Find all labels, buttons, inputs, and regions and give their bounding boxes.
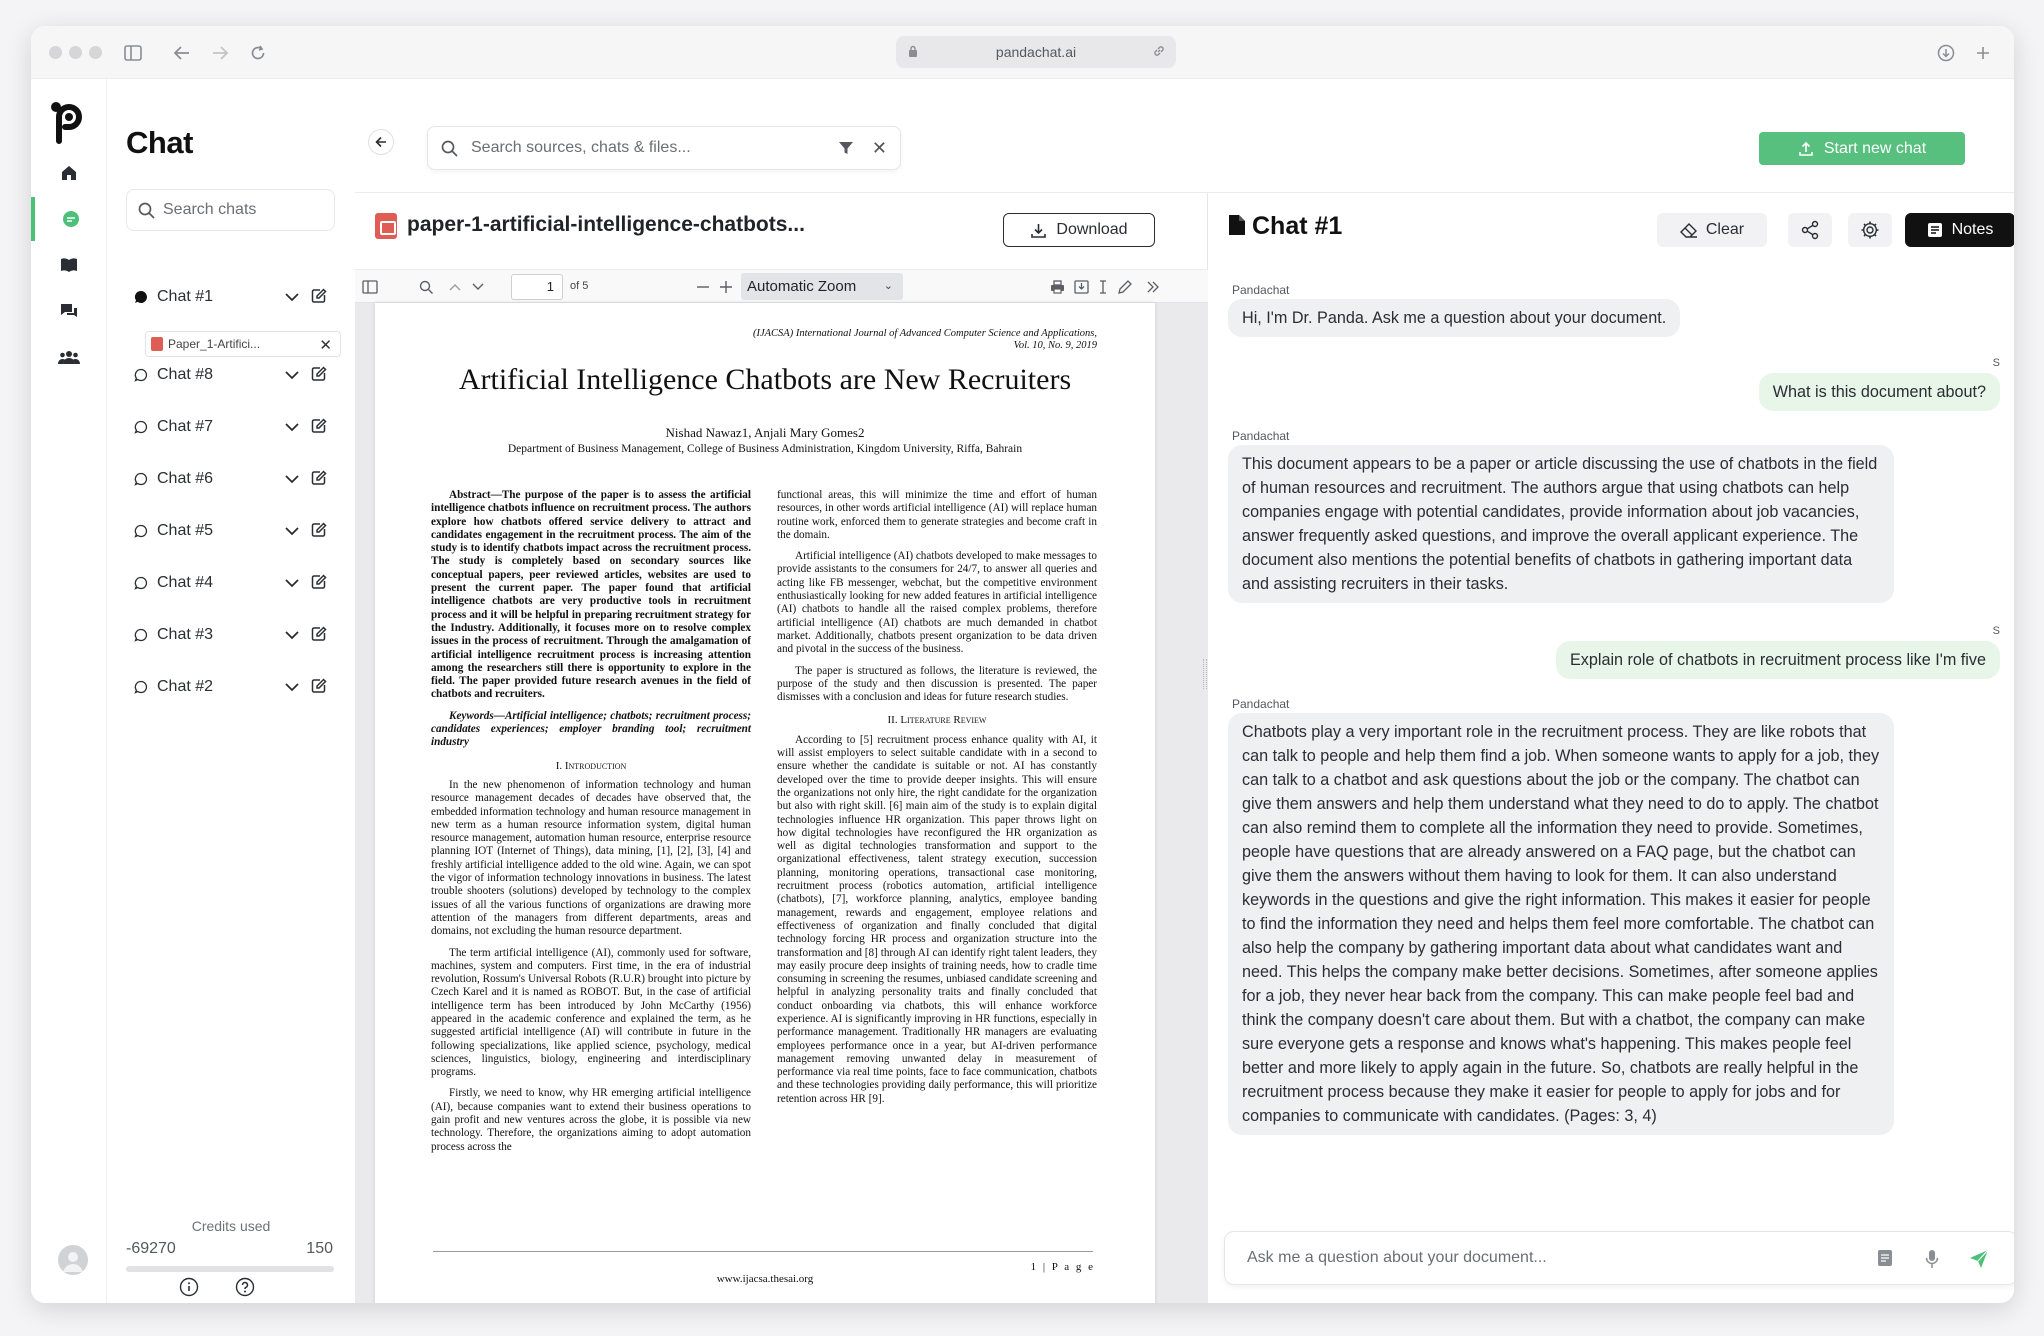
reload-icon[interactable] [244,39,272,67]
user-message: Explain role of chatbots in recruitment process like I'm five [1556,641,2000,679]
edit-icon[interactable] [311,366,327,387]
info-icon[interactable] [176,1274,202,1300]
pdf-file-icon [151,337,163,351]
pdf-viewer-panel [355,193,1208,1303]
chat-message-input[interactable] [1224,1231,2014,1285]
pdf-toolbar [355,269,1208,303]
pdf-literature-heading: II. Literature Review [887,714,987,727]
address-url: pandachat.ai [995,44,1077,60]
edit-icon[interactable] [311,678,327,699]
pdf-filename: paper-1-artificial-intelligence-chatbots... [407,213,805,236]
pdf-page-number: 1 | P a g e [1030,1261,1095,1273]
gear-icon [1860,220,1880,240]
window-zoom-dot[interactable] [89,46,102,59]
new-tab-plus-icon[interactable] [1969,39,1997,67]
chevron-down-icon: ⌄ [883,280,893,292]
app-icon-rail [31,79,107,1303]
lock-icon [908,45,918,58]
chat-list-item-label: Chat #3 [157,626,214,643]
zoom-in-icon[interactable] [716,277,736,297]
pdf-left-column [431,489,751,1154]
message-sender: Pandachat [1232,283,1290,297]
help-question-icon[interactable] [232,1274,258,1300]
chat-bubble-icon [134,680,149,694]
pdf-right-paragraph-4: According to [5] recruitment process enhance quality with AI, it will assist employers to select suitable candidate with in a second to ensure whether the candidate is suitable or not. AI has constantly developed over the time to provide deeper insights. This will ensure the organizations not only hire, the right candidate for the organization but also with right skill. [6] main aim of the study is to explain digital technologies influence HR organization. This paper throws light on how digital technologies have reconfigured the HR organization as well as digital technologies transformation and support to the organizational effectiveness, talent strategy execution, succession planning, monitoring operations, transactional case monitoring, recruitment process (robotics automation, artificial intelligence (chatbots), [7], workforce planning, analytics, employee banding management, rewards and engagement, employee relations and effectiveness of organization and finally concluded that digital technology forcing HR process and organization structure into the transformation and [8] through AI can identify right talent leaders, they may easily procure deep insights of training needs, how to cradle time consuming in screening the resumes, unbiased candidate screening and helpful in analyzing personality traits and finally concluded that conduct onboarding via chatbots, this will enhance workforce experience. AI is significantly improving in HR functions, especially in performance management. Traditionally HR managers are evaluating employees performance once in a year, but AI-driven performance management removing unwanted delay in measurement of performance via real time points, face to face communication, chatbots and these technologies providing daily performance, this will prioritize retention across HR [9]. [777,733,1097,1105]
user-message: What is this document about? [1759,373,2000,411]
browser-titlebar [31,26,2014,79]
notes-label: Notes [1951,221,1994,238]
start-new-chat-label: Start new chat [1823,139,1927,157]
draw-pencil-icon[interactable] [1115,277,1135,297]
chat-bubble-icon [134,368,149,382]
microphone-icon[interactable] [1925,1249,1939,1269]
chat-list-item-label: Chat #7 [157,418,214,435]
message-sender: Pandachat [1232,429,1290,443]
notes-list-icon[interactable] [1877,1249,1893,1267]
page-count: of 5 [570,280,589,292]
pdf-right-paragraph-1: functional areas, this will minimize the time and effort of human resources, in other words artificial intelligence (AI) will replace human routine work, enforced them to generate strategies and become craft in the domain. [777,489,1097,541]
library-book-icon[interactable] [31,243,107,287]
chat-list-item-label: Chat #1 [157,288,214,305]
conversations-icon[interactable] [31,289,107,333]
chat-list-item[interactable] [126,407,335,447]
address-bar[interactable] [896,36,1176,68]
start-new-chat-button[interactable] [1759,132,1965,165]
page-number-input[interactable]: 1 [511,274,563,300]
notes-icon [1927,222,1943,238]
link-icon[interactable] [1152,44,1166,58]
pdf-department: Department of Business Management, College of Business Administration, Kingdom University, Riffa, Bahrain [507,443,1023,455]
chevron-down-icon[interactable] [285,289,299,307]
edit-icon[interactable] [311,626,327,647]
search-icon [138,202,155,219]
previous-page-icon[interactable] [445,277,465,297]
find-search-icon[interactable] [416,277,436,297]
pdf-keywords: Keywords—Artificial intelligence; chatbots; recruitment process; candidates experiences; employer branding tool; recruitment industry [431,709,751,749]
chat-list-item[interactable] [126,355,335,395]
pdf-page [375,303,1155,1303]
credits-label: Credits used [191,1218,271,1234]
bot-message: This document appears to be a paper or article discussing the use of chatbots in the field of human resources and recruitment. The authors argue that using chatbots can help companies engage with potential candidates, provide information about job vacancies, answer frequently asked questions, and improve the overall applicant experience. The document also mentions the potential benefits of chatbots in gathering important data and assisting recruiters in their tasks. [1228,445,1894,603]
more-tools-icon[interactable] [1143,277,1163,297]
chat-panel [1208,193,2014,1303]
panel-resize-handle[interactable] [1203,659,1207,689]
download-button[interactable] [1003,213,1155,247]
download-icon [1030,222,1047,239]
clear-chat-button[interactable] [1657,213,1767,247]
chevron-down-icon[interactable] [285,419,299,437]
message-sender: S [1992,357,2000,369]
sidebar-title: Chat [126,125,193,160]
chat-list-item[interactable] [126,563,335,603]
save-pdf-icon[interactable] [1071,277,1091,297]
message-sender: Pandachat [1232,697,1290,711]
download-label: Download [1056,221,1128,238]
pdf-right-column [777,489,1097,1106]
credits-progress-bar [126,1266,334,1272]
sidebar-toggle-icon[interactable] [119,39,147,67]
credits-total: 150 [306,1240,333,1257]
pdf-intro-paragraph-3: Firstly, we need to know, why HR emerging artificial intelligence (AI), because companies want to extend their business operations to gain profit and new ventures across the globe, it is possible via new technology. Therefore, the organizations aiming to adopt automation process across the [431,1087,751,1153]
credits-used: -69270 [126,1240,176,1257]
document-icon [1228,214,1246,236]
chat-title: Chat #1 [1252,212,1343,240]
chat-input-placeholder: Ask me a question about your document... [1247,1249,1547,1266]
pdf-journal-line: (IJACSA) International Journal of Advanced Computer Science and Applications, [752,328,1097,339]
chat-list-item-label: Chat #5 [157,522,214,539]
forward-arrow-icon[interactable] [206,39,234,67]
next-page-icon[interactable] [468,277,488,297]
edit-icon[interactable] [311,574,327,595]
chat-list-item[interactable] [126,667,335,707]
chevron-down-icon[interactable] [285,627,299,645]
chevron-down-icon[interactable] [285,367,299,385]
pdf-file-icon [375,213,397,239]
edit-icon[interactable] [311,288,327,309]
chat-list-sidebar [107,79,355,1303]
chat-bubble-filled-icon [134,290,149,304]
browser-window [31,26,2014,1303]
chevron-down-icon[interactable] [285,471,299,489]
edit-icon[interactable] [311,418,327,439]
eraser-icon [1680,222,1698,238]
pdf-journal-volume: Vol. 10, No. 9, 2019 [1013,340,1097,351]
chat-list-item-label: Chat #4 [157,574,214,591]
bot-message: Hi, I'm Dr. Panda. Ask me a question about your document. [1228,299,1680,337]
toggle-thumbnails-icon[interactable] [360,277,380,297]
chat-bubble-icon [134,420,149,434]
share-icon [1800,220,1820,240]
pdf-right-paragraph-2: Artificial intelligence (AI) chatbots developed to make messages to provide assistants to the consumers for 24/7, to answer all queries and acting like FB messenger, webchat, but the competitive environment enthusiastically looking for new added features in artificial intelligence (AI) chatbots to handle all the raised complex problems, therefore artificial intelligence (AI) chatbots are much demanded in chatbot market. Additionally, chatbots present organization to be data driven and pivotal in the success of the business. [777,550,1097,656]
edit-icon[interactable] [311,522,327,543]
chat-list-item-label: Chat #8 [157,366,214,383]
zoom-out-icon[interactable] [693,277,713,297]
attached-file-chip[interactable] [145,331,341,357]
pdf-scroll-area[interactable] [355,303,1208,1303]
chat-bubble-icon [134,576,149,590]
pdf-right-paragraph-3: The paper is structured as follows, the literature is reviewed, the purpose of the study and then discussion is presented. The paper dismisses with a conclusion and ideas for future research studies. [777,664,1097,704]
global-search-placeholder: Search sources, chats & files... [471,139,691,156]
chat-list-item[interactable] [126,615,335,655]
pdf-footer-url: www.ijacsa.thesai.org [716,1273,814,1285]
pdf-paper-title: Artificial Intelligence Chatbots are New Recruiters [458,363,1072,396]
send-icon[interactable] [1969,1249,1989,1269]
chat-list-item[interactable] [126,511,335,551]
pandachat-logo[interactable] [47,101,87,152]
pdf-authors: Nishad Nawaz1, Anjali Mary Gomes2 [665,425,865,440]
remove-file-icon[interactable]: ✕ [319,337,332,354]
collapse-sidebar-button[interactable] [368,129,394,155]
search-icon [441,140,458,157]
pdf-intro-paragraph-1: In the new phenomenon of information technology and human resource management decades of decades have observed that, the embedded information technology and human resource management in new term as a human resource information system, digital human resource management, automation human resource, enterprise resource planning IOT (Internet of Things), data mining, [1], [2], [3], [4] and freshly artificial intelligence added to the old wine. Again, we can spot the vigor of information technology innovations in business. The latest trouble shooters (solutions) developed by technology to the complex issues of all the various functions of organizations are drawing more attention of the managers from different departments, areas and domains, not excluding the human resource department. [431,778,751,938]
search-chats-input[interactable] [126,189,335,231]
zoom-select[interactable] [741,273,903,300]
pdf-intro-paragraph-2: The term artificial intelligence (AI), commonly used for software, machines, system and computers. First time, in the era of industrial revolution, Rossum's Universal Robots (R.U.R) brought into picture by Czech Karel and it is named as ROBOT. But, in the case of artificial intelligence term has been introduced by John McCarthy (1956) appeared in the academic conference and explained the term, as he suggested artificial intelligence (AI) will contribute in future in the following specializations, like applied science, psychology, medical sciences, linguistics, biology, engineering and interdisciplinary programs. [431,946,751,1079]
back-arrow-icon[interactable] [168,39,196,67]
chevron-down-icon[interactable] [285,523,299,541]
home-icon[interactable] [31,151,107,195]
user-avatar[interactable] [58,1245,88,1275]
filter-icon[interactable] [838,140,854,156]
window-minimize-dot[interactable] [69,46,82,59]
bot-message: Chatbots play a very important role in the recruitment process. They are like robots that can talk to people and help them find a job. When someone wants to apply for a job, they can talk to a chatbot and ask questions about the job or the company. The chatbot can give them answers and help them understand what they need to do to apply. The chatbot can also remind them to complete all the information they need to provide. Sometimes, people have questions that are already answered on a FAQ page, but the chatbot can give them the answers without them having to look for them. It can also understand keywords in the questions and give the right information. This makes it easier for people to find the information they need and helps them feel more comfortable. The chatbot can also help the company by gathering important data about what candidates want and need. This helps the company make better decisions. Sometimes, after someone applies for a job, they never hear back from the company. This can make people feel bad and think the company doesn't care about them. But with a chatbot, the company can make sure everyone gets a response and knows what's happening. This makes people feel better and more likely to apply again in the future. So, chatbots are really helpful in the recruitment process because they make it easier for people to apply for jobs and for companies to communicate with candidates. (Pages: 3, 4) [1228,713,1894,1135]
search-chats-placeholder: Search chats [163,201,257,218]
pdf-abstract: Abstract—The purpose of the paper is to assess the artificial intelligence chatbots influence on recruitment process. The authors explore how chatbots offered service delivery to attract and candidates engagement in the recruitment process. The aim of the study is to identify chatbots impact across the recruitment process. The study is completely based on secondary sources like conceptual papers, peer reviewed articles, websites are used to present the current paper. The paper found that artificial intelligence chatbots are very productive tools in recruitment process and it will be helpful in preparing recruitment strategy for the Industry. Additionally, it focuses more on to resolve complex issues in the process of recruitment. Through the amalgamation of artificial intelligence recruitment process is increasing attention among the researchers still there is opportunity to explore in the field. The paper provided future research avenues in the field of chatbots and recruiters. [431,489,751,701]
pdf-journal-header [753,328,1097,352]
chevron-down-icon[interactable] [285,679,299,697]
message-sender: S [1992,625,2000,637]
clear-search-icon[interactable]: ✕ [871,138,887,158]
chat-bubble-icon [134,524,149,538]
notes-button[interactable] [1905,213,2014,247]
chat-list-item[interactable] [126,277,335,317]
chevron-down-icon[interactable] [285,575,299,593]
chat-bubble-icon [134,628,149,642]
print-icon[interactable] [1047,277,1067,297]
text-cursor-icon[interactable] [1093,277,1113,297]
chat-nav-icon[interactable] [31,197,107,241]
pdf-intro-heading: I. Introduction [555,759,627,772]
zoom-value: Automatic Zoom [747,278,857,295]
window-close-dot[interactable] [49,46,62,59]
upload-icon [1798,141,1814,157]
team-users-icon[interactable] [31,335,107,379]
arrow-left-icon [375,136,387,148]
chat-list-item-label: Chat #6 [157,470,214,487]
attached-file-name: Paper_1-Artifici... [168,337,261,351]
main-area [355,79,2014,1303]
share-button[interactable] [1788,213,1832,247]
global-search-input[interactable] [427,126,901,170]
settings-button[interactable] [1848,213,1892,247]
chat-list-item[interactable] [126,459,335,499]
chat-list-item-label: Chat #2 [157,678,214,695]
clear-chat-label: Clear [1705,221,1745,238]
download-circle-icon[interactable] [1932,39,1960,67]
chat-bubble-icon [134,472,149,486]
pdf-footer-rule [433,1251,1093,1252]
edit-icon[interactable] [311,470,327,491]
